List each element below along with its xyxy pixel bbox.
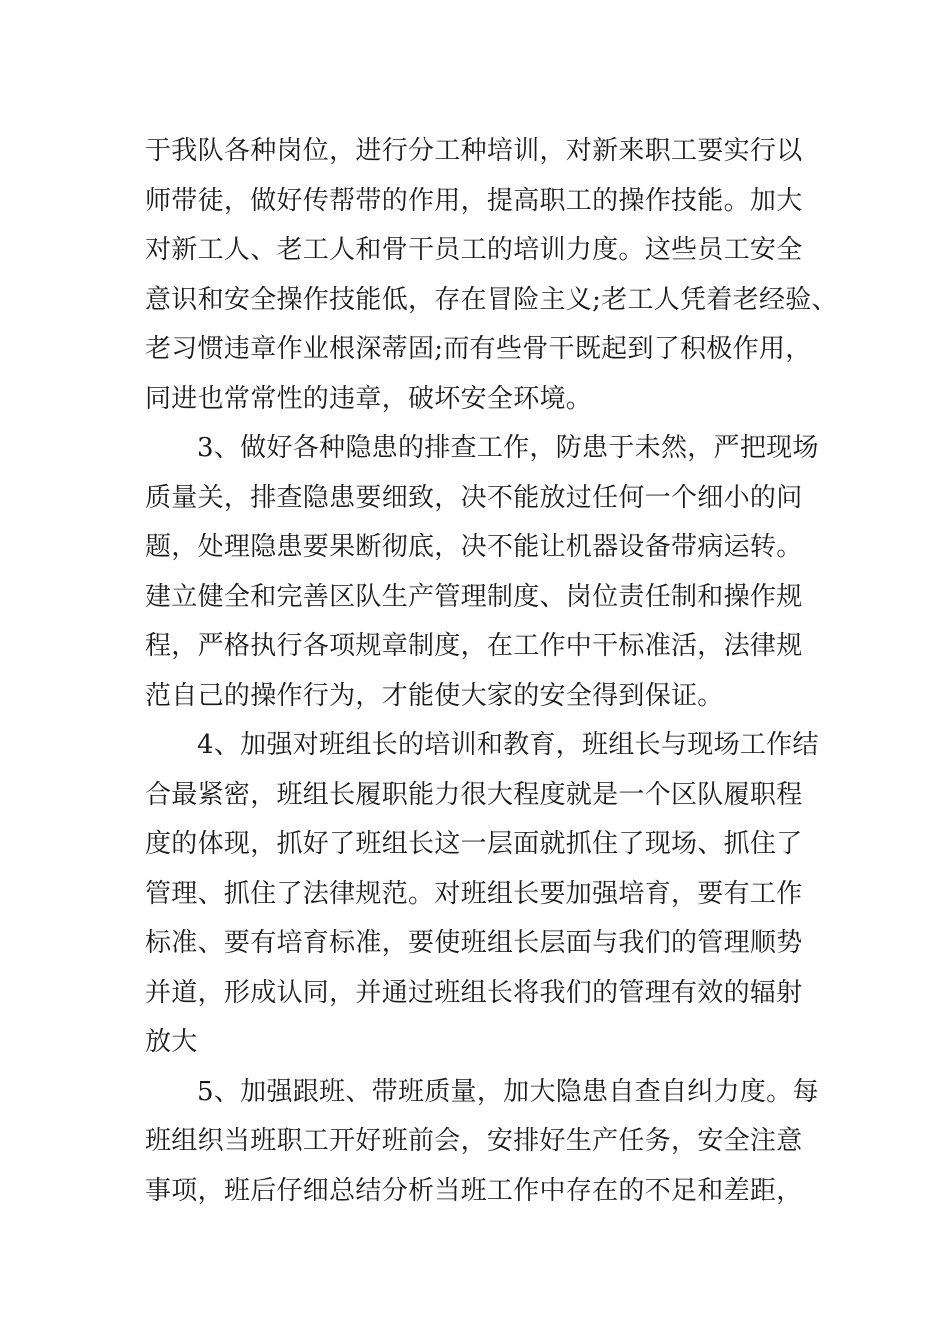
text-line: 对新工人、老工人和骨干员工的培训力度。这些员工安全 [145, 235, 803, 265]
document-body [145, 127, 838, 1216]
text-line: 度的体现，抓好了班组长这一层面就抓住了现场、抓住了 [145, 829, 803, 859]
text-line: 程，严格执行各项规章制度，在工作中干标准活，法律规 [145, 631, 803, 661]
text-line: 质量关，排查隐患要细致，决不能放过任何一个细小的问 [145, 482, 803, 513]
text-line: 并道，形成认同，并通过班组长将我们的管理有效的辐射 [145, 977, 803, 1008]
text-line: 4、加强对班组长的培训和教育，班组长与现场工作结 [197, 730, 819, 760]
paragraph-2 [145, 424, 825, 721]
text-line: 范自己的操作行为，才能使大家的安全得到保证。 [145, 680, 724, 711]
text-line: 师带徒，做好传帮带的作用，提高职工的操作技能。加大 [145, 185, 803, 216]
text-line: 放大 [145, 1027, 198, 1057]
text-line: 于我队各种岗位，进行分工种培训，对新来职工要实行以 [145, 136, 803, 166]
paragraph-4 [145, 1068, 825, 1217]
text-line: 班组织当班职工开好班前会，安排好生产任务，安全注意 [145, 1126, 803, 1156]
paragraph-1 [145, 127, 838, 424]
text-line: 建立健全和完善区队生产管理制度、岗位责任制和操作规 [145, 581, 803, 612]
text-line: 标准、要有培育标准，要使班组长层面与我们的管理顺势 [145, 928, 803, 958]
paragraph-3 [145, 721, 825, 1068]
text-line: 3、做好各种隐患的排查工作，防患于未然，严把现场 [197, 433, 819, 463]
text-line: 管理、抓住了法律规范。对班组长要加强培育，要有工作 [145, 878, 803, 909]
text-line: 老习惯违章作业根深蒂固;而有些骨干既起到了积极作用， [145, 334, 812, 364]
text-line: 意识和安全操作技能低，存在冒险主义;老工人凭着老经验、 [145, 284, 838, 315]
text-line: 题，处理隐患要果断彻底，决不能让机器设备带病运转。 [145, 532, 803, 562]
text-line: 同进也常常性的违章，破坏安全环境。 [145, 383, 593, 414]
text-line: 合最紧密，班组长履职能力很大程度就是一个区队履职程 [145, 779, 803, 810]
text-line: 事项，班后仔细总结分析当班工作中存在的不足和差距， [145, 1175, 803, 1206]
text-line: 5、加强跟班、带班质量，加大隐患自查自纠力度。每 [197, 1076, 819, 1107]
